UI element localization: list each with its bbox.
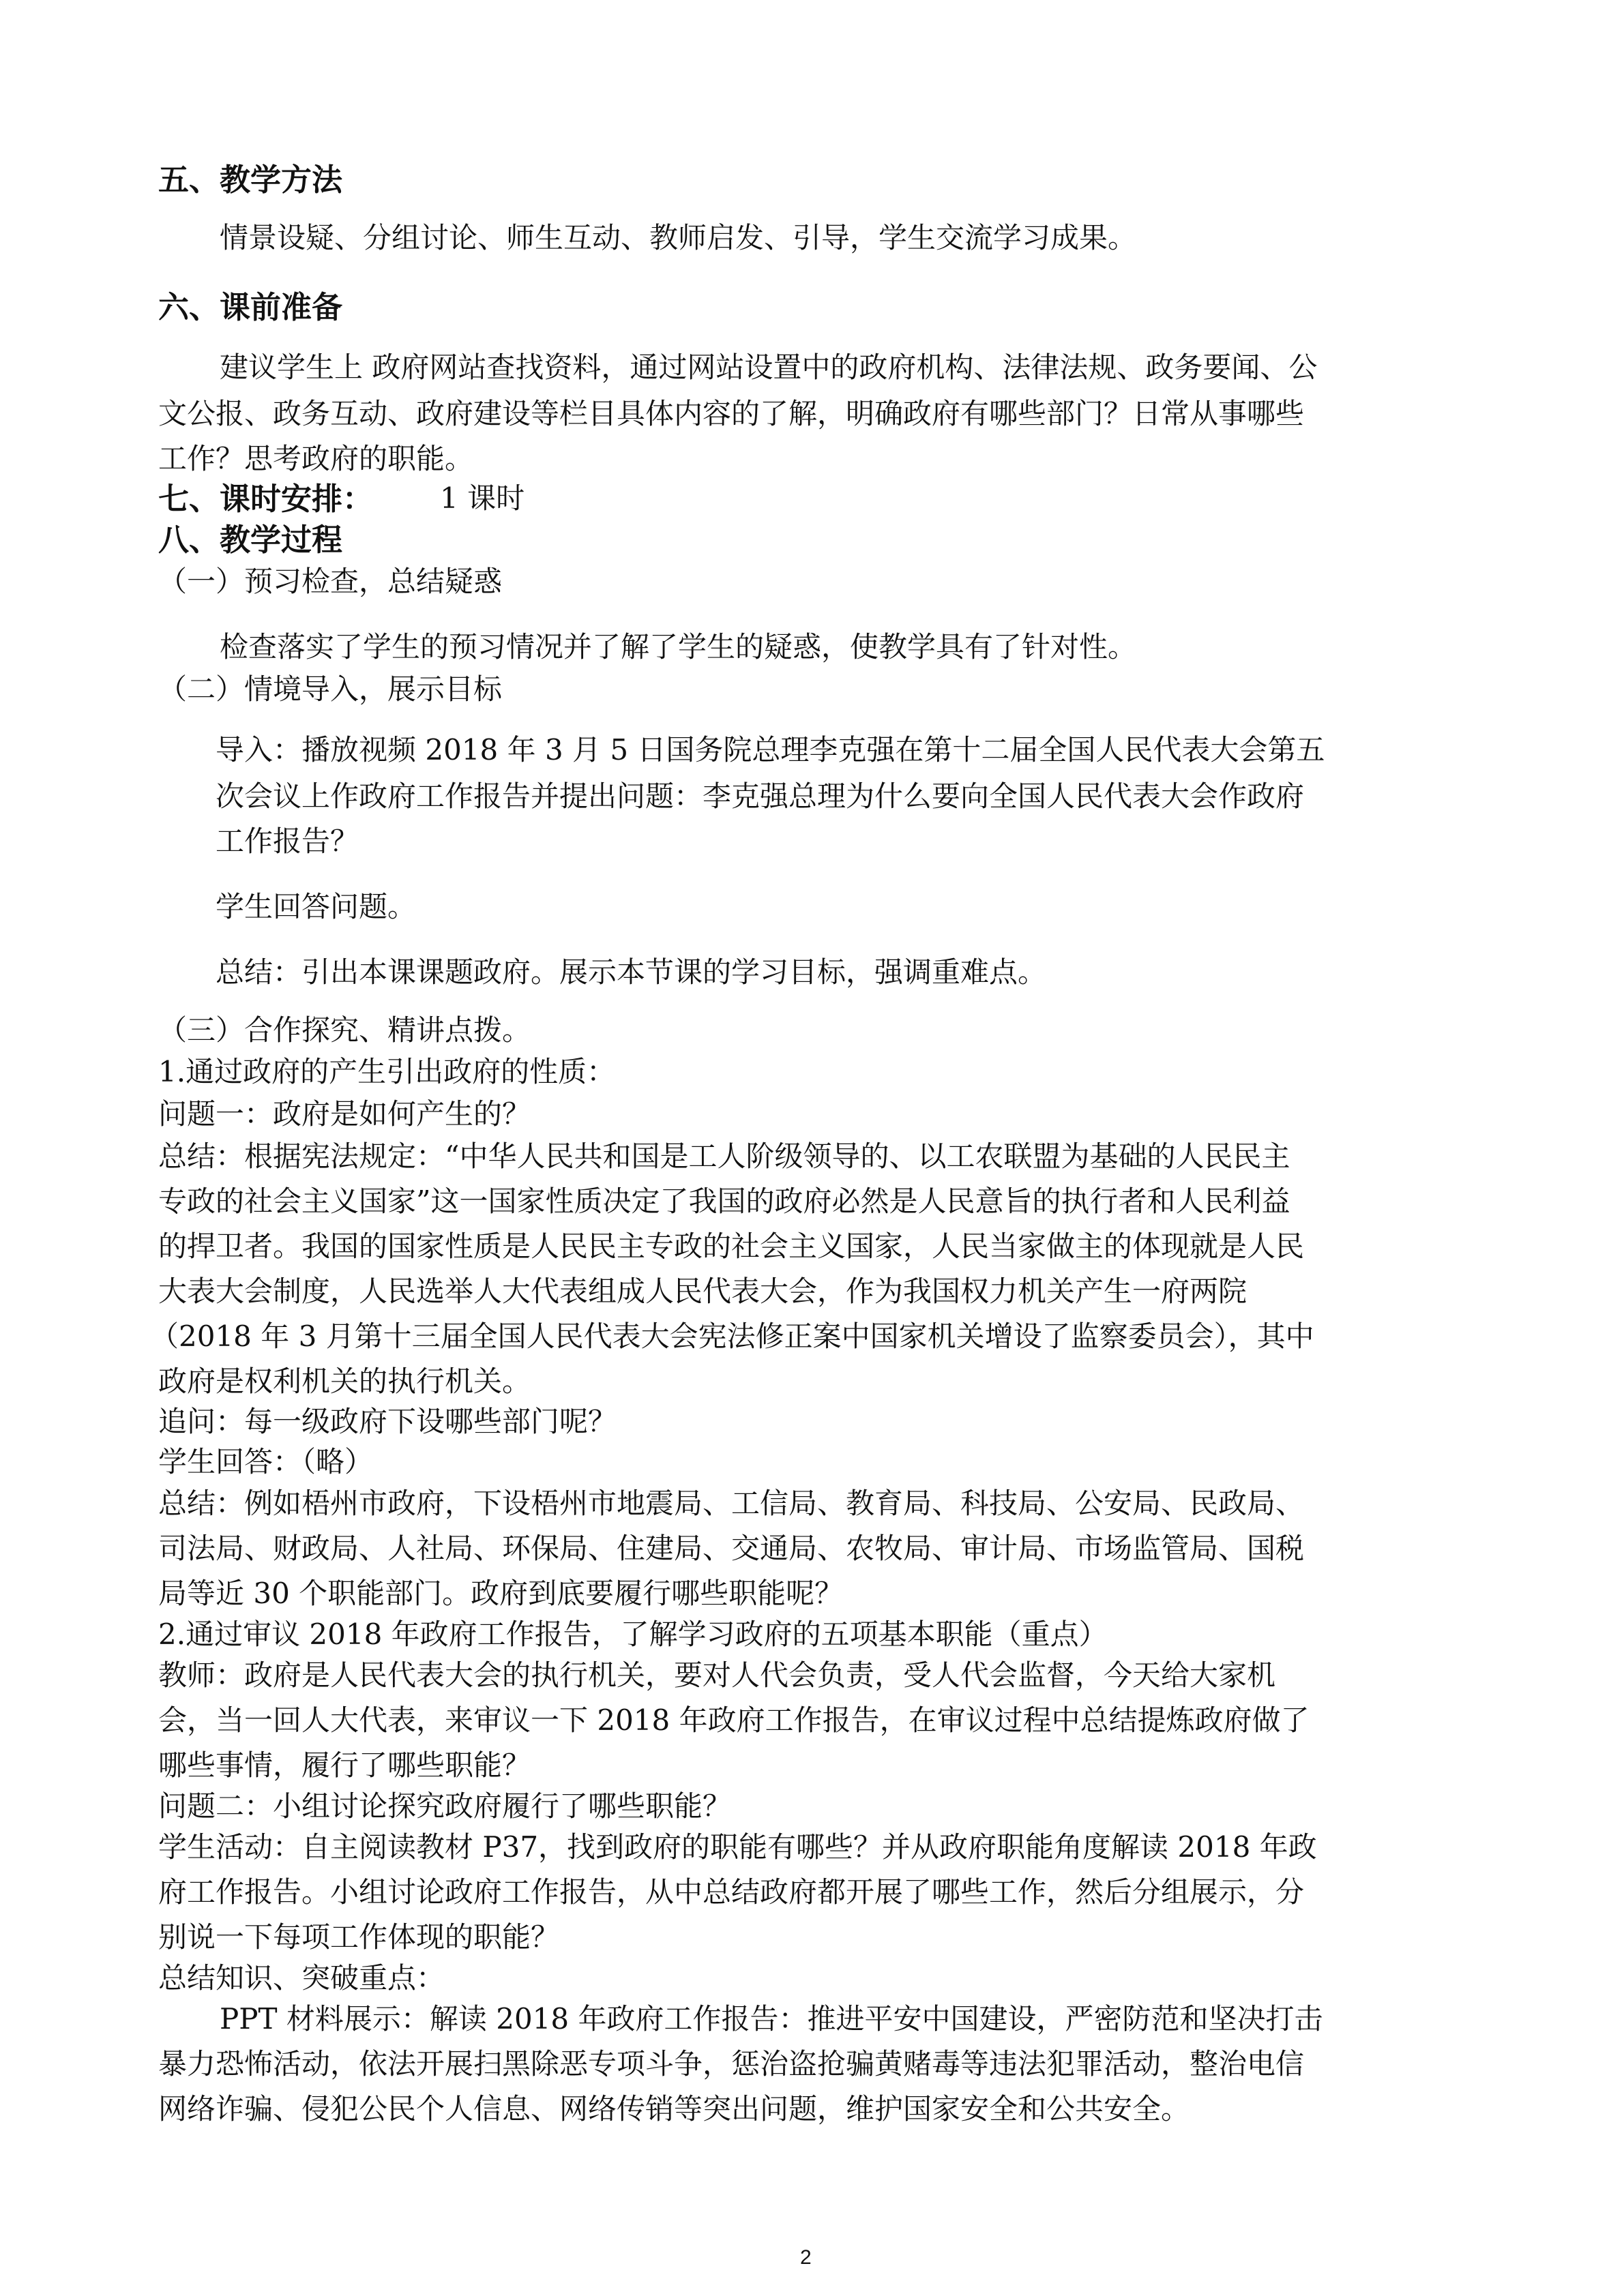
paragraph-line: 学生回答问题。 [216, 890, 417, 923]
paragraph-line: 导入：播放视频 2018 年 3 月 5 日国务院总理李克强在第十二届全国人民代表大会第五 [216, 733, 1325, 766]
paragraph-line: 工作报告？ [216, 824, 359, 858]
paragraph-line: 局等近 30 个职能部门。政府到底要履行哪些职能呢？ [158, 1577, 844, 1610]
paragraph-line: 哪些事情，履行了哪些职能？ [158, 1748, 531, 1782]
paragraph-line: 政府是权利机关的执行机关。 [158, 1365, 531, 1398]
subheading-line: （一）预习检查，总结疑惑 [158, 565, 503, 598]
paragraph-line: 会，当一回人大代表，来审议一下 2018 年政府工作报告，在审议过程中总结提炼政府做了 [158, 1703, 1310, 1737]
paragraph-line: 1.通过政府的产生引出政府的性质： [158, 1055, 616, 1088]
paragraph-line: 文公报、政务互动、政府建设等栏目具体内容的了解，明确政府有哪些部门？日常从事哪些 [158, 397, 1305, 430]
paragraph-line: 问题二：小组讨论探究政府履行了哪些职能？ [158, 1789, 732, 1823]
paragraph-line: 总结知识、突破重点： [158, 1961, 445, 1995]
schedule-value: 1 课时 [440, 481, 525, 515]
paragraph-line: 建议学生上 政府网站查找资料，通过网站设置中的政府机构、法律法规、政务要闻、公 [220, 351, 1318, 384]
paragraph-line: （2018 年 3 月第十三届全国人民代表大会宪法修正案中国家机关增设了监察委员会），其中 [150, 1320, 1314, 1353]
paragraph-line: 别说一下每项工作体现的职能？ [158, 1920, 560, 1954]
paragraph-line: 专政的社会主义国家”这一国家性质决定了我国的政府必然是人民意旨的执行者和人民利益 [158, 1184, 1290, 1218]
paragraph-line: 检查落实了学生的预习情况并了解了学生的疑惑，使教学具有了针对性。 [220, 630, 1137, 664]
paragraph-line: 的捍卫者。我国的国家性质是人民民主专政的社会主义国家，人民当家做主的体现就是人民 [158, 1229, 1305, 1263]
paragraph-line: 司法局、财政局、人社局、环保局、住建局、交通局、农牧局、审计局、市场监管局、国税 [158, 1532, 1305, 1565]
paragraph-line: 追问：每一级政府下设哪些部门呢？ [158, 1405, 617, 1438]
heading-teaching-methods: 五、教学方法 [158, 162, 343, 198]
paragraph-line: 情景设疑、分组讨论、师生互动、教师启发、引导，学生交流学习成果。 [220, 221, 1137, 254]
paragraph-line: 总结：根据宪法规定：“中华人民共和国是工人阶级领导的、以工农联盟为基础的人民民主 [158, 1139, 1290, 1173]
paragraph-line: 问题一：政府是如何产生的？ [158, 1097, 531, 1131]
paragraph-line: 总结：引出本课课题政府。展示本节课的学习目标，强调重难点。 [216, 955, 1047, 989]
paragraph-line: 工作？思考政府的职能。 [158, 442, 474, 475]
paragraph-line: 总结：例如梧州市政府，下设梧州市地震局、工信局、教育局、科技局、公安局、民政局、 [158, 1487, 1305, 1520]
paragraph-line: 暴力恐怖活动，依法开展扫黑除恶专项斗争，惩治盗抢骗黄赌毒等违法犯罪活动，整治电信 [158, 2047, 1305, 2081]
heading-schedule: 七、课时安排： [158, 481, 374, 517]
paragraph-line: 学生回答：（略） [158, 1445, 374, 1478]
heading-process: 八、教学过程 [158, 522, 343, 558]
paragraph-line: 2.通过审议 2018 年政府工作报告，了解学习政府的五项基本职能（重点） [158, 1617, 1108, 1651]
subheading-line: （二）情境导入，展示目标 [158, 672, 503, 706]
paragraph-line: 网络诈骗、侵犯公民个人信息、网络传销等突出问题，维护国家安全和公共安全。 [158, 2092, 1190, 2126]
page-number: 2 [800, 2246, 812, 2269]
paragraph-line: 大表大会制度，人民选举人大代表组成人民代表大会，作为我国权力机关产生一府两院 [158, 1274, 1247, 1308]
paragraph-line: 府工作报告。小组讨论政府工作报告，从中总结政府都开展了哪些工作，然后分组展示，分 [158, 1875, 1305, 1909]
heading-preparation: 六、课前准备 [158, 289, 343, 325]
paragraph-line: 次会议上作政府工作报告并提出问题：李克强总理为什么要向全国人民代表大会作政府 [216, 779, 1305, 813]
paragraph-line: PPT 材料展示：解读 2018 年政府工作报告：推进平安中国建设，严密防范和坚决打击 [220, 2002, 1323, 2036]
subheading-line: （三）合作探究、精讲点拨。 [158, 1013, 531, 1047]
paragraph-line: 学生活动：自主阅读教材 P37，找到政府的职能有哪些？并从政府职能角度解读 2018 年政 [158, 1830, 1317, 1864]
paragraph-line: 教师：政府是人民代表大会的执行机关，要对人代会负责，受人代会监督，今天给大家机 [158, 1658, 1276, 1692]
